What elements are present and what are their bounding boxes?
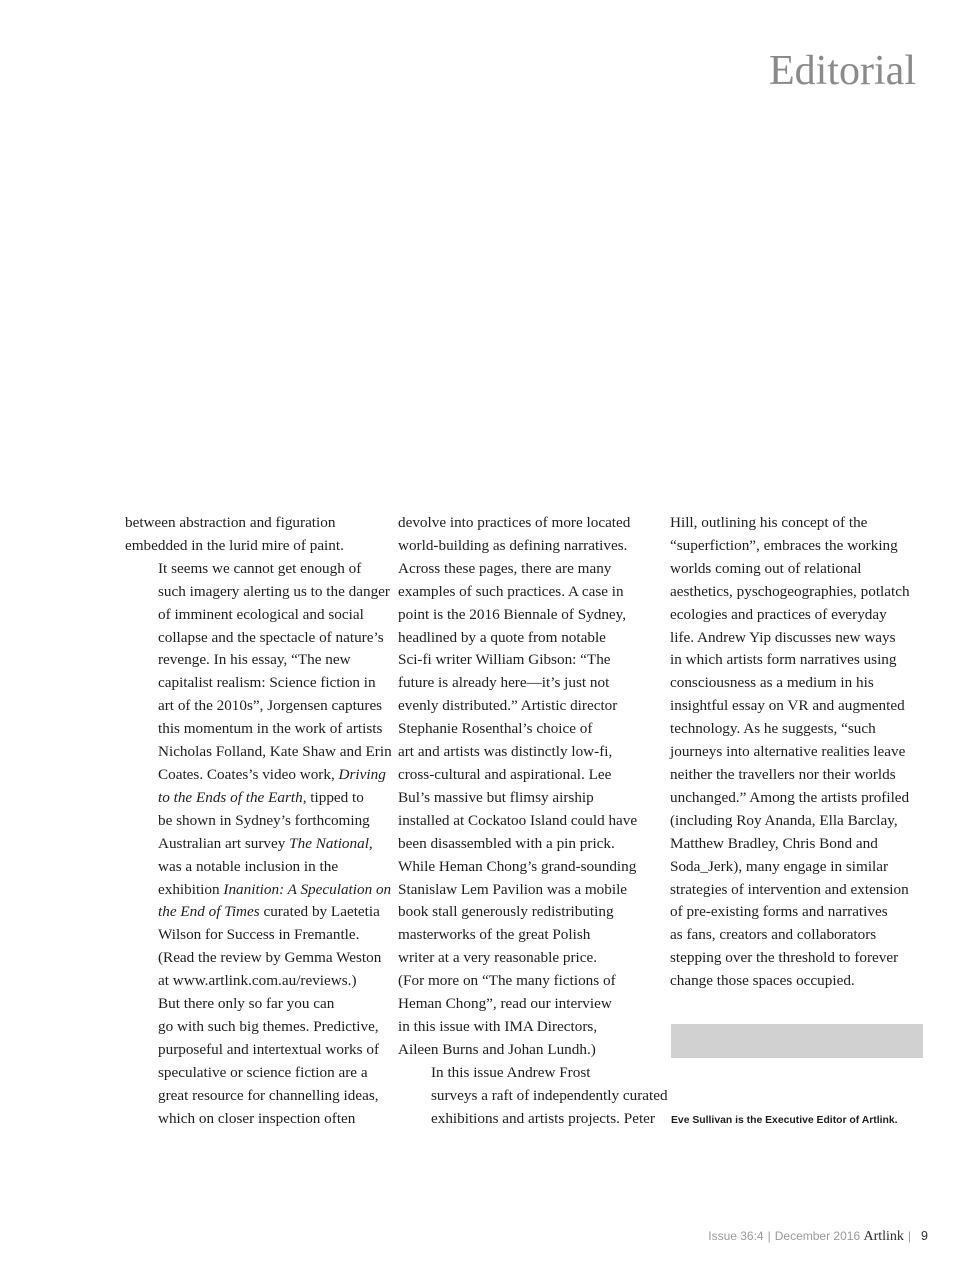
article-line: ecologies and practices of everyday <box>670 605 887 623</box>
article-line: neither the travellers nor their worlds <box>670 765 896 783</box>
article-line: (Read the review by Gemma Weston <box>158 949 382 967</box>
page-footer <box>708 1229 928 1245</box>
article-line: examples of such practices. A case in <box>398 582 624 600</box>
article-line: Aileen Burns and Johan Lundh.) <box>398 1040 596 1058</box>
article-line: book stall generously redistributing <box>398 903 614 921</box>
article-line: worlds coming out of relational <box>670 559 862 577</box>
issue-number: Issue 36:4 <box>708 1229 764 1243</box>
article-line: strategies of intervention and extension <box>670 880 909 898</box>
article-line: change those spaces occupied. <box>670 972 855 990</box>
section-title: Editorial <box>769 48 916 94</box>
article-line: Wilson for Success in Fremantle. <box>158 926 360 944</box>
article-line: consciousness as a medium in his <box>670 674 874 692</box>
article-line: headlined by a quote from notable <box>398 628 606 646</box>
article-paragraph <box>125 512 387 558</box>
article-line: speculative or science fiction are a <box>158 1063 368 1081</box>
article-line: Soda_Jerk), many engage in similar <box>670 857 889 875</box>
article-line: in which artists form narratives using <box>670 651 897 669</box>
article-line: life. Andrew Yip discusses new ways <box>670 628 896 646</box>
article-line: Across these pages, there are many <box>398 559 612 577</box>
article-line: point is the 2016 Biennale of Sydney, <box>398 605 627 623</box>
article-line: exhibitions and artists projects. Peter <box>431 1109 655 1127</box>
article-line: writer at a very reasonable price. <box>398 949 598 967</box>
article-line: as fans, creators and collaborators <box>670 926 877 944</box>
article-line: Sci-fi writer William Gibson: “The <box>398 651 611 669</box>
article-line: journeys into alternative realities leave <box>670 743 906 761</box>
article-line: in this issue with IMA Directors, <box>398 1017 598 1035</box>
author-bio: Eve Sullivan is the Executive Editor of Artlink. <box>671 1115 898 1126</box>
article-line: world-building as defining narratives. <box>398 536 628 554</box>
article-line: Coates. Coates’s video work, Driving <box>158 765 386 783</box>
article-line: Heman Chong”, read our interview <box>398 995 612 1013</box>
article-line: art and artists was distinctly low-fi, <box>398 743 613 761</box>
article-line: installed at Cockatoo Island could have <box>398 811 638 829</box>
article-line: In this issue Andrew Frost <box>431 1063 591 1081</box>
article-line: collapse and the spectacle of nature’s <box>158 628 384 646</box>
article-line: devolve into practices of more located <box>398 514 631 531</box>
article-line: “superfiction”, embraces the working <box>670 536 898 554</box>
article-line: art of the 2010s”, Jorgensen captures <box>158 697 383 715</box>
article-paragraph <box>398 1062 668 1131</box>
article-line: exhibition Inanition: A Speculation on <box>158 880 392 898</box>
article-line: (including Roy Ananda, Ella Barclay, <box>670 811 898 829</box>
text-column-1 <box>125 512 392 1130</box>
article-line: to the Ends of the Earth, tipped to <box>158 788 364 806</box>
article-line: was a notable inclusion in the <box>158 857 339 875</box>
article-line: But there only so far you can <box>158 995 335 1013</box>
article-line: revenge. In his essay, “The new <box>158 651 351 669</box>
article-line: this momentum in the work of artists <box>158 720 383 738</box>
footer-separator: | <box>767 1229 771 1243</box>
article-line: Stephanie Rosenthal’s choice of <box>398 720 593 738</box>
article-paragraph <box>125 993 387 1130</box>
article-line: stepping over the threshold to forever <box>670 949 899 967</box>
article-line: been disassembled with a pin prick. <box>398 834 615 852</box>
article-line: at www.artlink.com.au/reviews.) <box>158 972 357 990</box>
article-paragraph <box>398 512 660 1062</box>
article-line: go with such big themes. Predictive, <box>158 1017 379 1035</box>
article-line: Matthew Bradley, Chris Bond and <box>670 834 878 852</box>
article-line: of pre-existing forms and narratives <box>670 903 888 921</box>
article-line: insightful essay on VR and augmented <box>670 697 905 715</box>
issue-date: December 2016 <box>774 1229 861 1243</box>
article-line: future is already here—it’s just not <box>398 674 610 692</box>
article-line: (For more on “The many fictions of <box>398 972 616 990</box>
article-line: Bul’s massive but flimsy airship <box>398 788 594 806</box>
article-paragraph <box>670 512 932 993</box>
text-column-2 <box>398 512 668 1130</box>
article-line: be shown in Sydney’s forthcoming <box>158 811 370 829</box>
article-line: technology. As he suggests, “such <box>670 720 876 738</box>
article-line: embedded in the lurid mire of paint. <box>125 536 344 554</box>
article-line: great resource for channelling ideas, <box>158 1086 379 1104</box>
article-line: such imagery alerting us to the danger <box>158 582 390 600</box>
article-line: of imminent ecological and social <box>158 605 364 623</box>
article-line: evenly distributed.” Artistic director <box>398 697 618 715</box>
article-line: capitalist realism: Science fiction in <box>158 674 376 692</box>
pull-quote-placeholder-bar <box>671 1024 923 1058</box>
article-line: masterworks of the great Polish <box>398 926 591 944</box>
article-line: cross-cultural and aspirational. Lee <box>398 765 612 783</box>
text-column-3 <box>670 512 932 993</box>
footer-separator: | <box>907 1229 912 1243</box>
article-line: It seems we cannot get enough of <box>158 559 362 577</box>
article-line: Australian art survey The National, <box>158 834 373 852</box>
article-line: surveys a raft of independently curated <box>431 1086 668 1104</box>
article-line: Hill, outlining his concept of the <box>670 514 868 531</box>
magazine-name: Artlink <box>863 1229 904 1244</box>
page-number: 9 <box>921 1229 928 1243</box>
article-line: Nicholas Folland, Kate Shaw and Erin <box>158 743 392 761</box>
article-paragraph <box>125 558 392 993</box>
article-line: While Heman Chong’s grand-sounding <box>398 857 637 875</box>
article-line: which on closer inspection often <box>158 1109 356 1127</box>
article-line: purposeful and intertextual works of <box>158 1040 380 1058</box>
article-line: Stanislaw Lem Pavilion was a mobile <box>398 880 628 898</box>
article-line: unchanged.” Among the artists profiled <box>670 788 910 806</box>
article-line: between abstraction and figuration <box>125 514 336 531</box>
article-line: the End of Times curated by Laetetia <box>158 903 380 921</box>
article-line: aesthetics, pyschogeographies, potlatch <box>670 582 910 600</box>
